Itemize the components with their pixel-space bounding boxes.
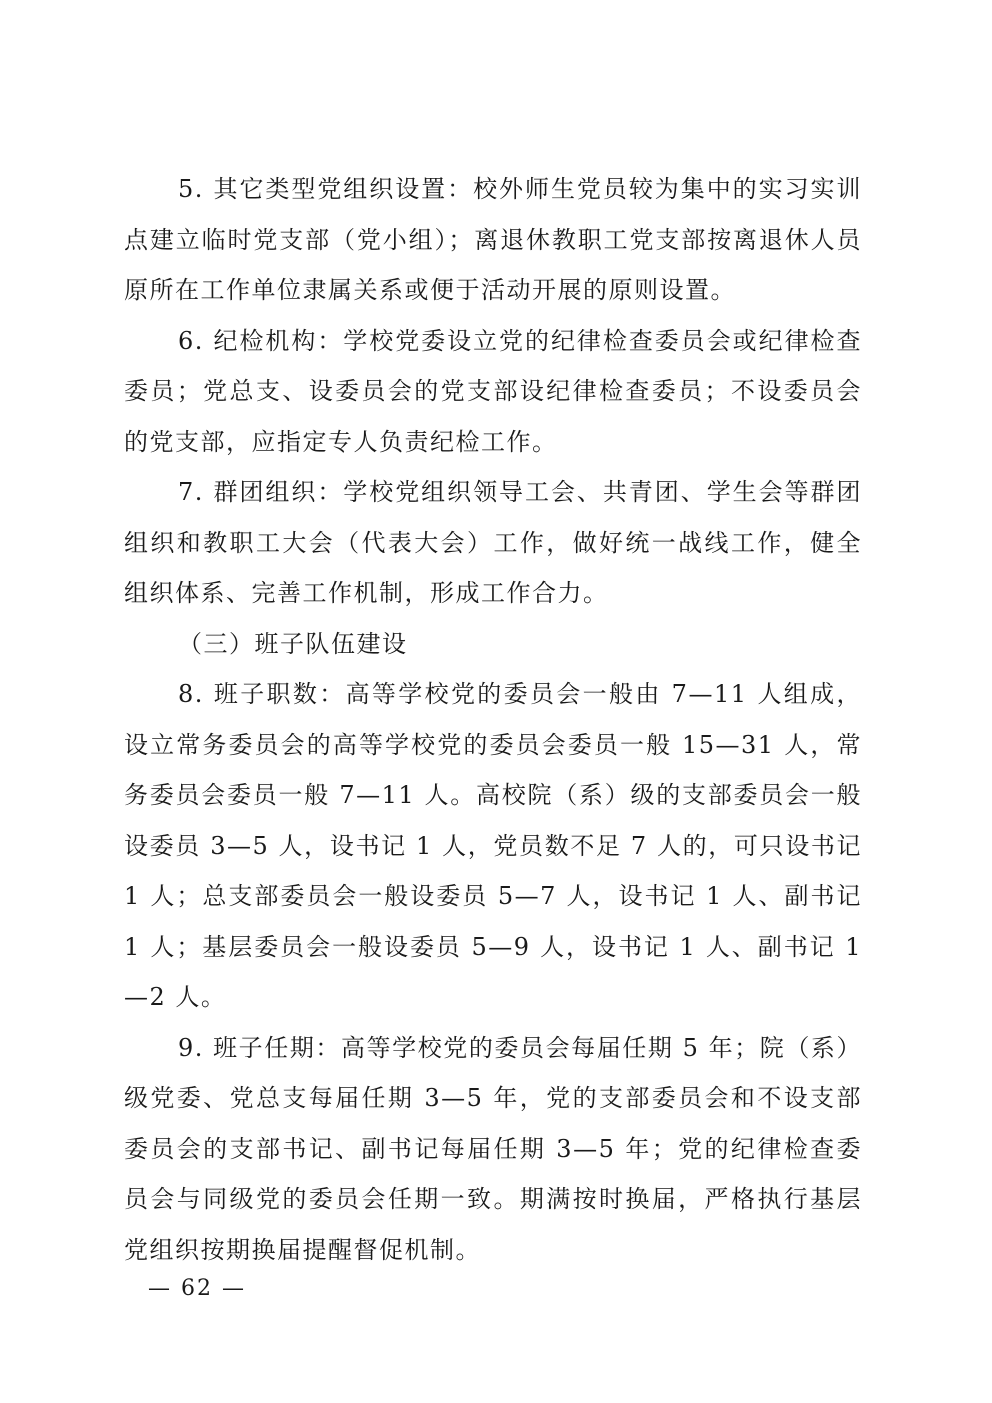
paragraph-item-8: 8. 班子职数：高等学校党的委员会一般由 7—11 人组成，设立常务委员会的高等学校党的委员会委员一般 15—31 人，常务委员会委员一般 7—11 人。高校院（系）级的支部委员会一般设委员 3—5 人，设书记 1 人，党员数不足 7 人的，可只设书记 1 人；总支部委员会一般设委员 5—7 人，设书记 1 人、副书记 1 人；基层委员会一般设委员 5—9 人，设书记 1 人、副书记 1—2 人。 [124, 680, 862, 1011]
page-number: — 62 — [148, 1276, 246, 1301]
paragraph-item-5: 5. 其它类型党组织设置：校外师生党员较为集中的实习实训点建立临时党支部（党小组）；离退休教职工党支部按离退休人员原所在工作单位隶属关系或便于活动开展的原则设置。 [124, 175, 862, 304]
section-heading-3: （三）班子队伍建设 [178, 629, 408, 658]
paragraph-item-7: 7. 群团组织：学校党组织领导工会、共青团、学生会等群团组织和教职工大会（代表大会）工作，做好统一战线工作，健全组织体系、完善工作机制，形成工作合力。 [124, 478, 862, 607]
document-body [124, 164, 862, 1275]
paragraph-item-9: 9. 班子任期：高等学校党的委员会每届任期 5 年；院（系）级党委、党总支每届任期 3—5 年，党的支部委员会和不设支部委员会的支部书记、副书记每届任期 3—5 年；党的纪律检查委员会与同级党的委员会任期一致。期满按时换届，严格执行基层党组织按期换届提醒督促机制。 [124, 1033, 862, 1264]
paragraph-item-6: 6. 纪检机构：学校党委设立党的纪律检查委员会或纪律检查委员；党总支、设委员会的党支部设纪律检查委员；不设委员会的党支部，应指定专人负责纪检工作。 [124, 326, 862, 456]
